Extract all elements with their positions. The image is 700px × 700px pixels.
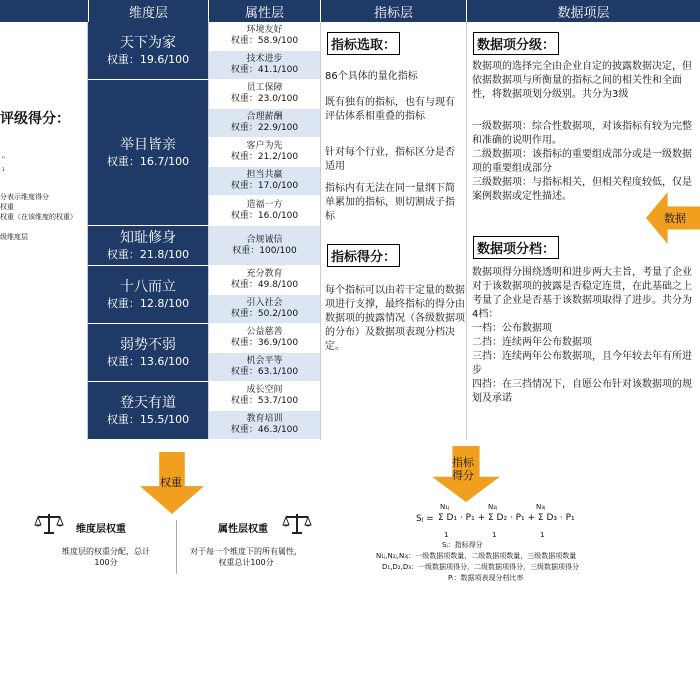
attribute-name: 客户为先 [246,141,283,151]
dimension-name: 天下为家 [120,35,176,51]
attribute-name: 合规诚信 [246,234,283,245]
data-item-tier-4: 四挡：在三挡情况下，自愿公布针对该数据项的规划及承诺 [472,379,692,404]
left-note-4: 级维度层 [0,233,28,241]
attribute-weight: 权重：23.0/100 [230,94,299,104]
attr-weight-title: 属性层权重 [218,524,268,535]
dimension-cell [88,22,208,80]
attribute-weight: 权重：41.1/100 [230,65,299,75]
data-item-tier-2: 二挡：连续两年公布数据项 [472,337,592,348]
attribute-name: 充分教育 [246,269,283,279]
formula-legend-4: Pᵢ：数据项表现分档比率 [448,574,524,582]
data-item-level-2: 二级数据项：该指标的重要组成部分或是一级数据项的重要组成部分 [472,149,692,174]
attribute-cell [208,411,320,440]
dimension-weight: 权重：21.8/100 [106,248,190,261]
attribute-name: 员工保障 [246,83,283,93]
bottom-divider [176,520,177,574]
dimension-name: 登天有道 [120,395,176,411]
indicator-selection-title: 指标选取： [327,32,400,55]
formula-legend-3: D₁,D₂,D₃：一级数据项得分，二级数据项得分，三级数据项得分 [382,563,580,571]
rating-score-title: 评级得分： [0,111,70,127]
dimension-weight: 权重：13.6/100 [106,355,190,368]
formula-sup-3: N₃ⱼ [536,503,546,511]
indicator-p3: 针对每个行业，指标区分是否适用 [325,147,455,172]
formula-sub-1: 1 [444,531,449,539]
score-arrow-label: 指标 得分 [452,456,474,482]
dimension-cell [88,382,208,440]
balance-scale-icon [282,512,312,536]
attribute-cell [208,109,320,138]
attribute-weight: 权重：49.8/100 [230,280,299,290]
attribute-cell [208,226,320,266]
data-item-level-title: 数据项分级： [473,32,559,55]
attribute-cell [208,382,320,411]
attribute-cell [208,353,320,382]
attribute-cell [208,167,320,196]
formula-legend-2: N₁ⱼ,N₂ⱼ,N₃ⱼ：一级数据项数量，二级数据项数量，三级数据项数量 [376,552,577,560]
header-indicator: 指标层 [320,0,466,22]
left-note-2: 权重 [0,203,14,211]
dimension-name: 举目皆亲 [120,137,176,153]
indicator-p1: 86个具体的量化指标 [325,71,418,82]
attribute-cell [208,295,320,324]
attribute-name: 担当共赢 [246,170,283,180]
attr-weight-text: 对于每一个维度下的所有属性，权重总计100分 [190,547,302,567]
attribute-name: 教育培训 [246,414,283,424]
data-item-level-3: 三级数据项：与指标相关，但相关程度较低，仅是案例数据或定性描述。 [472,177,692,202]
header-left-blank [0,0,88,22]
attribute-name: 环境友好 [246,25,283,35]
header-attribute: 属性层 [208,0,320,22]
formula [416,500,586,544]
attribute-cell [208,266,320,295]
formula-lhs: Sⱼ = [416,514,434,524]
balance-scale-icon [34,512,64,536]
dimension-name: 知耻修身 [120,230,176,246]
attribute-weight: 权重：63.1/100 [230,367,299,377]
data-item-tier-text: 数据项得分围绕透明和进步两大主旨，考量了企业对于该数据项的披露是否稳定连贯，在此基础之上考量了企业是否基于该数据项取得了进步。共分为4档： [472,267,692,320]
attribute-cell [208,196,320,226]
attribute-name: 机会平等 [246,356,283,366]
formula-terms: Σ D₁ · P₁ + Σ D₂ · P₁ + Σ D₃ · P₁ [438,513,575,523]
dim-weight-title: 维度层权重 [76,524,126,535]
attribute-cell [208,51,320,80]
attribute-cell [208,22,320,51]
dimension-weight: 权重：16.7/100 [106,155,190,168]
dimension-weight: 权重：12.8/100 [106,297,190,310]
dim-weight-text: 维度层的权重分配，总计100分 [62,547,150,567]
formula-sup-2: N₂ⱼ [488,503,498,511]
data-item-level-1: 一级数据项：综合性数据项，对该指标有较为完整和准确的说明作用。 [472,121,692,146]
attribute-name: 引入社会 [246,298,283,308]
dimension-name: 十八而立 [120,279,176,295]
formula-fragment: ⁿ ₁ [2,155,5,173]
header-data-item: 数据项层 [466,0,700,22]
attribute-weight: 权重：100/100 [232,245,297,256]
header-dimension: 维度层 [88,0,208,22]
data-item-tier-1: 一档：公布数据项 [472,323,552,334]
formula-legend-1: Sⱼ：指标得分 [442,541,483,549]
attribute-name: 造福一方 [246,199,283,210]
formula-sup-1: N₁ⱼ [440,503,450,511]
left-panel [0,22,88,440]
dimension-cell [88,80,208,226]
dimension-weight: 权重：19.6/100 [106,53,190,66]
left-note-1: 分表示维度得分 [0,193,49,201]
dimension-name: 弱势不弱 [120,337,176,353]
data-item-tier-title: 数据项分档： [473,236,559,259]
indicator-p5: 每个指标可以由若干定量的数据项进行支撑，最终指标的得分由数据项的披露情况（各级数据项的分布）及数据项表现分档决定。 [325,285,465,352]
weight-arrow-label: 权重 [160,476,182,489]
attribute-name: 技术进步 [246,54,283,64]
indicator-p4: 指标内有无法在同一量纲下简单累加的指标，则切割成子指标 [325,183,455,222]
formula-sub-2: 1 [492,531,497,539]
data-item-tier-3: 三挡：连续两年公布数据项，且今年较去年有所进步 [472,351,692,376]
attribute-weight: 权重：46.3/100 [230,425,299,435]
attribute-cell [208,138,320,167]
attribute-weight: 权重：22.9/100 [230,123,299,133]
indicator-score-title: 指标得分： [327,244,400,267]
indicator-p2: 既有独有的指标，也有与现有评估体系相重叠的指标 [325,97,455,122]
attribute-cell [208,324,320,353]
attribute-weight: 权重：21.2/100 [230,152,299,162]
attribute-weight: 权重：58.9/100 [230,36,299,46]
data-item-level-text: 数据项的选择完全由企业自定的披露数据决定，但依据数据项与所衡量的指标之间的相关性和全面性，将数据项划分级别。共分为3级 [472,61,692,100]
attribute-cell [208,80,320,109]
attribute-weight: 权重：17.0/100 [230,181,299,191]
dimension-weight: 权重：15.5/100 [106,413,190,426]
formula-sub-3: 1 [540,531,545,539]
attribute-weight: 权重：36.9/100 [230,338,299,348]
dimension-cell [88,324,208,382]
indicator-column [320,22,466,440]
attribute-weight: 权重：16.0/100 [230,210,299,221]
attribute-weight: 权重：50.2/100 [230,309,299,319]
attribute-weight: 权重：53.7/100 [230,396,299,406]
data-arrow-label: 数据 [664,212,686,225]
left-note-3: 权重（在该维度的权重） [0,213,77,221]
attribute-name: 合理薪酬 [246,112,283,122]
dimension-cell [88,226,208,266]
dimension-cell [88,266,208,324]
attribute-name: 成长空间 [246,385,283,395]
attribute-name: 公益慈善 [246,327,283,337]
